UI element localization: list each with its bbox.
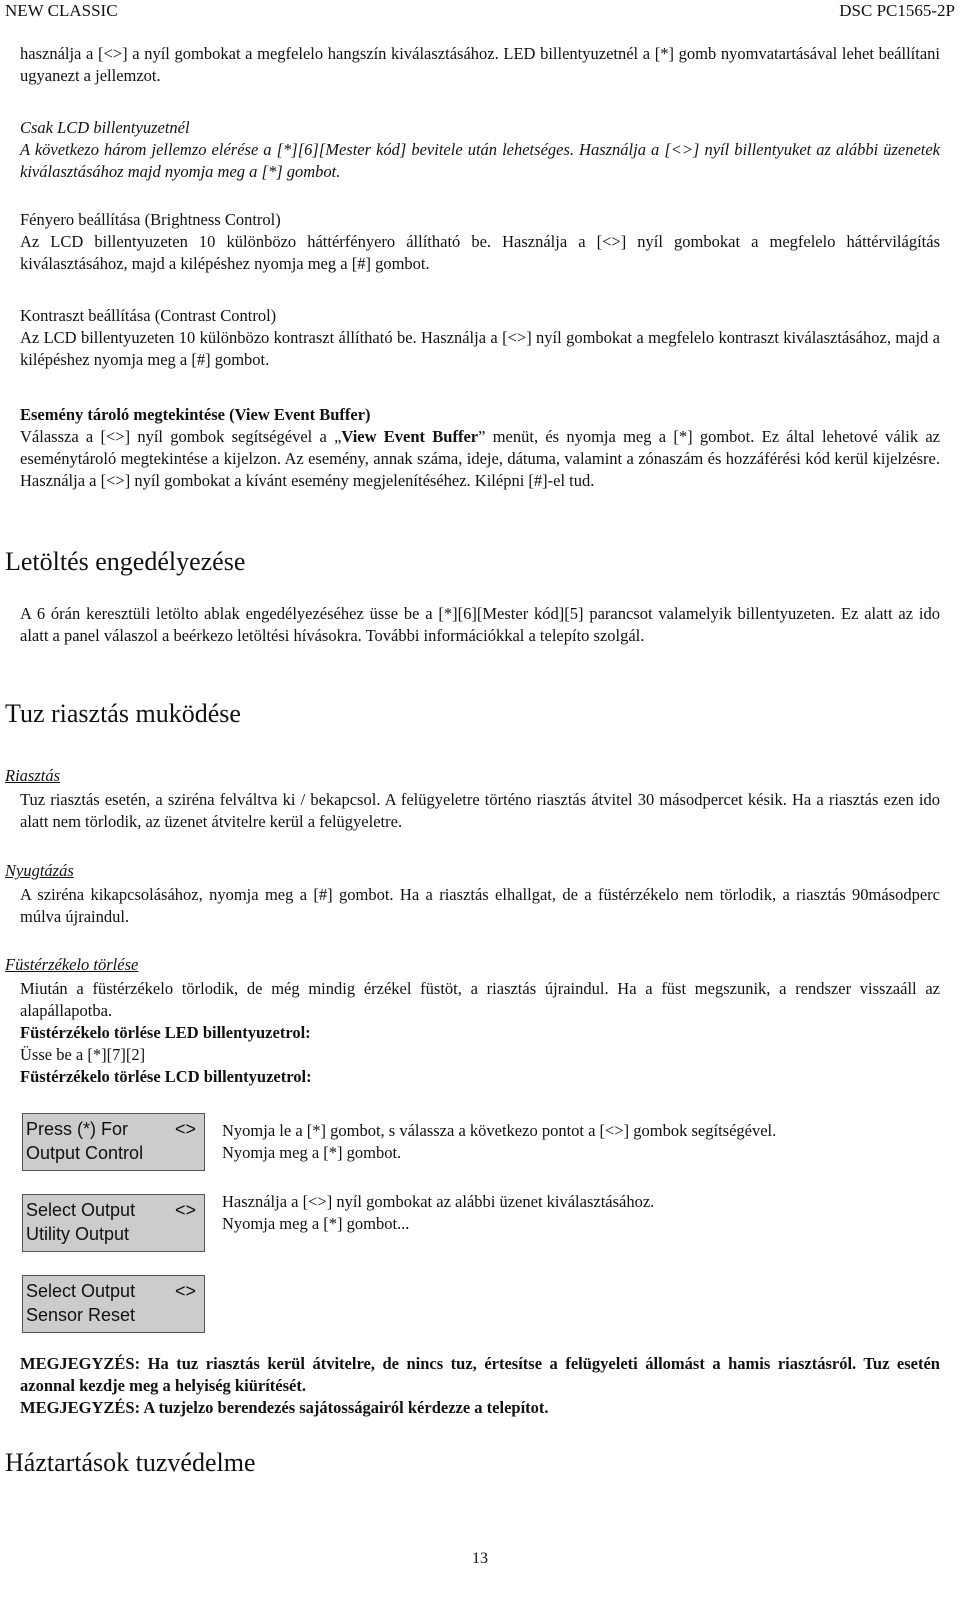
event-buffer-text-bold: View Event Buffer [341, 427, 479, 446]
lcd-screen-1-note-2: Nyomja meg a [*] gombot. [222, 1143, 402, 1162]
lcd-line-2: Sensor Reset [26, 1305, 136, 1325]
note-2: MEGJEGYZÉS: A tuzjelzo berendezés sajátosságairól kérdezze a telepítot. [20, 1398, 549, 1417]
lcd-line-1-text: Select Output [26, 1281, 136, 1301]
lcd-screen-2-note-2: Nyomja meg a [*] gombot... [222, 1214, 410, 1233]
event-buffer-text-pre: Válassza a [<>] nyíl gombok segítségével a „ [20, 427, 342, 446]
lcd-arrows: <> [174, 1200, 196, 1220]
fire-heading: Tuz riasztás muködése [5, 699, 241, 728]
lcd-arrows: <> [174, 1281, 196, 1301]
lcd-line-1 [26, 1117, 204, 1141]
contrast-section [20, 305, 940, 371]
lcd-reset-title: Füstérzékelo törlése LCD billentyuzetrol: [20, 1067, 312, 1086]
contrast-title: Kontraszt beállítása (Contrast Control) [20, 306, 277, 325]
lcd-screen-output-control [22, 1113, 205, 1171]
notes-section [20, 1353, 940, 1419]
lcd-arrows: <> [174, 1119, 196, 1139]
lcd-screen-sensor-reset [22, 1275, 205, 1333]
lcd-screen-utility-output [22, 1194, 205, 1252]
brightness-text: Az LCD billentyuzeten 10 különbözo háttérfényero állítható be. Használja a [<>] nyíl gombokat a megfelelo háttérvilágítás kiválasztásához, majd a kilépéshez nyomja meg a [#] gombot. [20, 232, 940, 273]
smoke-reset-text: Miután a füstérzékelo törlodik, de még mindig érzékel füstöt, a riasztás újraindul. Ha a füst megszunik, a rendszer visszaáll az alapállapotba. [20, 979, 940, 1020]
lcd-line-1-text: Select Output [26, 1200, 136, 1220]
event-buffer-section [20, 404, 940, 492]
download-text: A 6 órán keresztüli letölto ablak engedélyezéséhez üsse be a [*][6][Mester kód][5] parancsot valamelyik billentyuzeten. Ez alatt az ido alatt a panel válaszol a beérkezo letöltési hívásokra. További információkkal a telepíto szolgál. [20, 604, 940, 645]
contrast-text: Az LCD billentyuzeten 10 különbözo kontraszt állítható be. Használja a [<>] nyíl gombokat a megfelelo kontraszt kiválasztásához, majd a kilépéshez nyomja meg a [#] gombot. [20, 328, 940, 369]
led-reset-text: Üsse be a [*][7][2] [20, 1045, 146, 1064]
lcd-line-1 [26, 1198, 204, 1222]
lcd-only-section [20, 117, 940, 183]
lcd-only-title: Csak LCD billentyuzetnél [20, 118, 190, 137]
page-number: 13 [472, 1550, 488, 1567]
lcd-only-text: A következo három jellemzo elérése a [*][6][Mester kód] bevitele után lehetséges. Használja a [<>] nyíl billentyuket az alábbi üzenetek kiválasztásához majd nyomja meg a [*] gombot. [20, 140, 940, 181]
event-buffer-text [20, 426, 940, 492]
alarm-title: Riasztás [5, 766, 61, 785]
ack-title: Nyugtázás [5, 861, 74, 880]
smoke-reset-section [20, 978, 940, 1088]
lcd-screen-1-note-1: Nyomja le a [*] gombot, s válassza a következo pontot a [<>] gombok segítségével. [222, 1121, 777, 1140]
intro-paragraph: használja a [<>] a nyíl gombokat a megfelelo hangszín kiválasztásához. LED billentyuzetnél a [*] gomb nyomvatartásával lehet beállítani ugyanezt a jellemzot. [20, 44, 940, 85]
event-buffer-text-post: ” menüt, és nyomja meg a [*] gombot. Ez által lehetové válik az eseménytároló megtekintése a kijelzon. Az esemény, annak száma, ideje, dátuma, valamint a zónaszám és hozzáférési kód kerül kijelzésre. Használja a [<>] nyíl gombokat a kívánt esemény megjelenítéséhez. Kilépni [#]-el tud. [20, 427, 940, 490]
lcd-screen-1-notes [222, 1120, 942, 1164]
header-left: NEW CLASSIC [5, 1, 118, 20]
event-buffer-title: Esemény tároló megtekintése (View Event Buffer) [20, 405, 371, 424]
lcd-line-1-text: Press (*) For [26, 1119, 129, 1139]
smoke-reset-title: Füstérzékelo törlése [5, 955, 139, 974]
download-heading: Letöltés engedélyezése [5, 547, 246, 576]
led-reset-title: Füstérzékelo törlése LED billentyuzetrol: [20, 1023, 311, 1042]
ack-text: A sziréna kikapcsolásához, nyomja meg a [#] gombot. Ha a riasztás elhallgat, de a füstérzékelo nem törlodik, a riasztás 90másodperc múlva újraindul. [20, 885, 940, 926]
brightness-title: Fényero beállítása (Brightness Control) [20, 210, 281, 229]
lcd-screen-2-notes [222, 1191, 942, 1235]
alarm-text: Tuz riasztás esetén, a sziréna felváltva ki / bekapcsol. A felügyeletre történo riasztás átvitel 30 másodpercet késik. Ha a riasztás ezen ido alatt nem törlodik, az üzenet átvitelre kerül a felügyeletre. [20, 790, 940, 831]
brightness-section [20, 209, 940, 275]
page-header [5, 0, 955, 24]
header-right: DSC PC1565-2P [839, 1, 955, 20]
lcd-screen-2-note-1: Használja a [<>] nyíl gombokat az alábbi üzenet kiválasztásához. [222, 1192, 655, 1211]
household-heading: Háztartások tuzvédelme [5, 1448, 256, 1477]
lcd-line-2: Utility Output [26, 1224, 130, 1244]
note-1: MEGJEGYZÉS: Ha tuz riasztás kerül átvitelre, de nincs tuz, értesítse a felügyeleti állomást a hamis riasztásról. Tuz esetén azonnal kezdje meg a helyiség kiürítését. [20, 1354, 940, 1395]
lcd-line-1 [26, 1279, 204, 1303]
lcd-line-2: Output Control [26, 1143, 144, 1163]
